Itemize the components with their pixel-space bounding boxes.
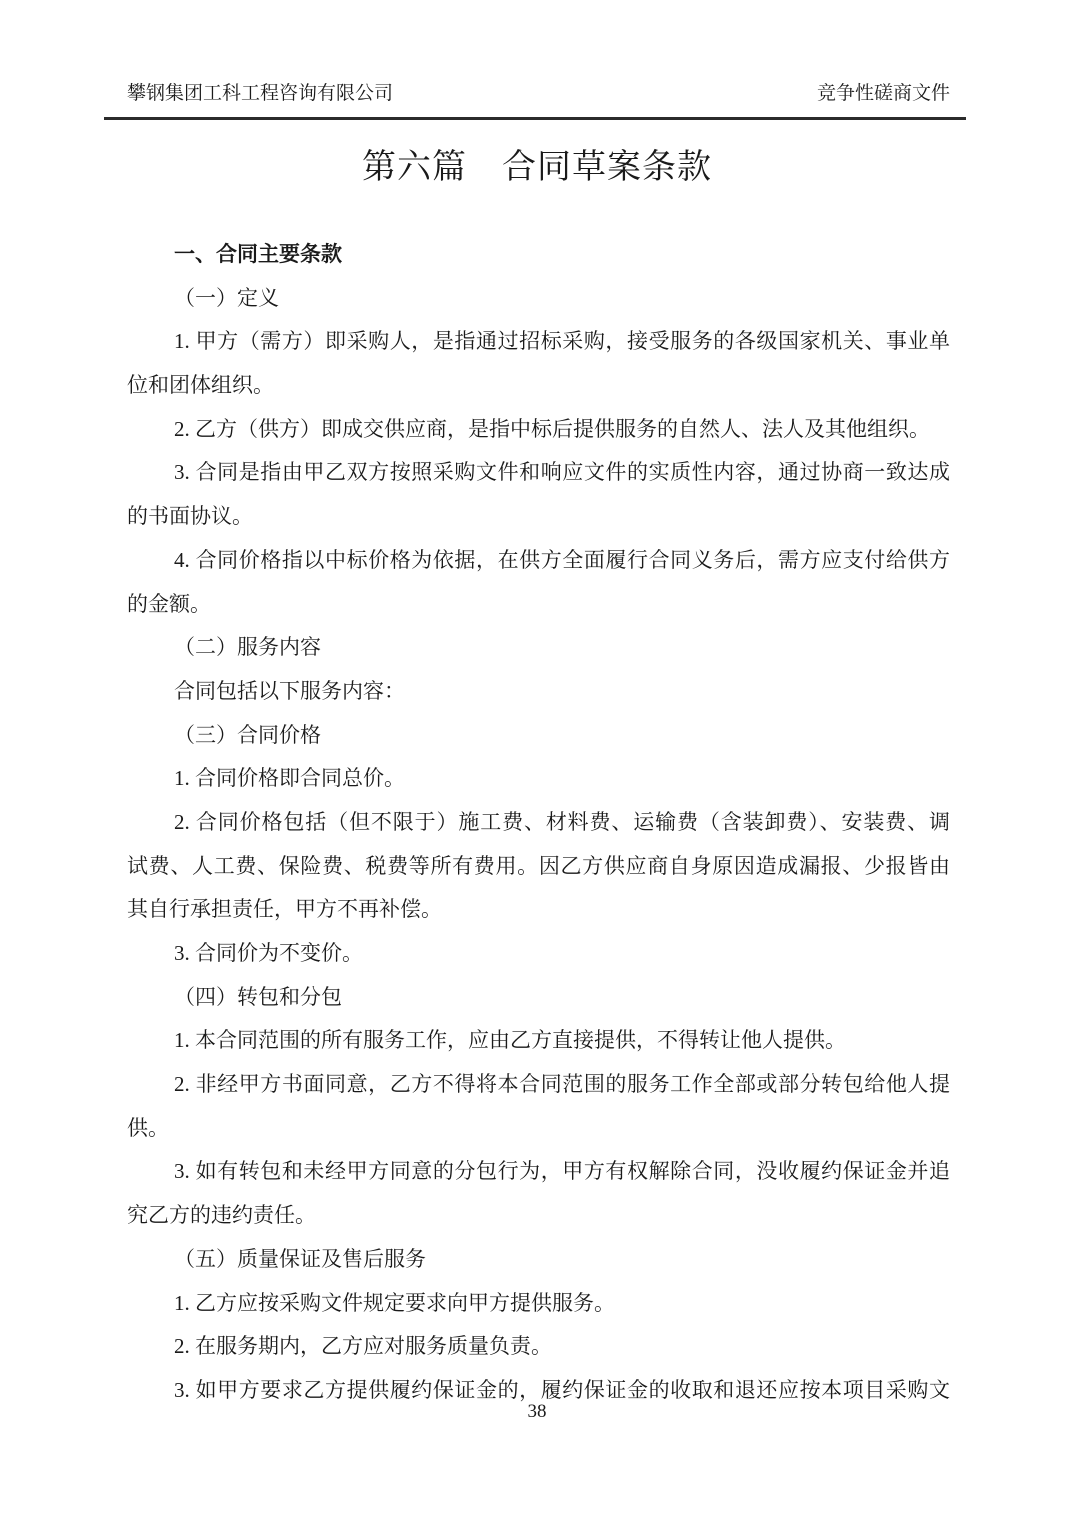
page-title: 第六篇 合同草案条款	[362, 149, 712, 186]
text-line: 4. 合同价格指以中标价格为依据，在供方全面履行合同义务后，需方应支付给供方	[174, 547, 950, 572]
text-line: （四）转包和分包	[174, 984, 342, 1009]
text-line: 1. 甲方（需方）即采购人，是指通过招标采购，接受服务的各级国家机关、事业单	[174, 329, 950, 354]
paragraph	[127, 626, 950, 670]
paragraph	[127, 451, 950, 538]
text-line: 3. 如有转包和未经甲方同意的分包行为，甲方有权解除合同，没收履约保证金并追	[174, 1159, 950, 1184]
page-number: 38	[527, 1401, 547, 1422]
header-company-name: 攀钢集团工科工程咨询有限公司	[127, 83, 394, 104]
paragraph	[127, 757, 950, 801]
paragraph	[127, 1019, 950, 1063]
paragraph	[127, 1282, 950, 1326]
text-line: 供。	[127, 1115, 169, 1140]
text-line: 位和团体组织。	[127, 373, 274, 398]
paragraph	[127, 1238, 950, 1282]
text-line: （一）定义	[174, 285, 279, 310]
text-line: 3. 如甲方要求乙方提供履约保证金的，履约保证金的收取和退还应按本项目采购文	[174, 1377, 950, 1402]
page-footer	[0, 1400, 1074, 1424]
header-doc-type: 竞争性磋商文件	[816, 83, 950, 104]
paragraph	[127, 277, 950, 321]
paragraph	[127, 1063, 950, 1150]
paragraph	[127, 539, 950, 626]
text-line: 一、合同主要条款	[174, 242, 342, 266]
paragraph	[127, 670, 950, 714]
text-line: 2. 非经甲方书面同意，乙方不得将本合同范围的服务工作全部或部分转包给他人提	[174, 1072, 950, 1097]
paragraph	[127, 1325, 950, 1369]
text-line: 的书面协议。	[127, 504, 253, 529]
text-line: （二）服务内容	[174, 635, 321, 660]
document-body	[127, 233, 950, 1413]
paragraph	[127, 1150, 950, 1237]
text-line: 3. 合同价为不变价。	[174, 941, 363, 965]
text-line: （五）质量保证及售后服务	[174, 1246, 426, 1271]
text-line: 2. 在服务期内，乙方应对服务质量负责。	[174, 1334, 552, 1359]
text-line: 2. 合同价格包括（但不限于）施工费、材料费、运输费（含装卸费）、安装费、调	[174, 809, 950, 834]
paragraph	[127, 408, 950, 452]
text-line: 1. 乙方应按采购文件规定要求向甲方提供服务。	[174, 1290, 615, 1315]
text-line: 究乙方的违约责任。	[127, 1203, 316, 1228]
text-line: 3. 合同是指由甲乙双方按照采购文件和响应文件的实质性内容，通过协商一致达成	[174, 460, 950, 485]
text-line: 合同包括以下服务内容：	[174, 678, 405, 703]
text-line: 的金额。	[127, 591, 211, 616]
text-line: 其自行承担责任，甲方不再补偿。	[127, 897, 442, 922]
paragraph	[127, 233, 950, 277]
paragraph	[127, 932, 950, 976]
text-line: 1. 本合同范围的所有服务工作，应由乙方直接提供，不得转让他人提供。	[174, 1028, 846, 1053]
paragraph	[127, 714, 950, 758]
text-line: 2. 乙方（供方）即成交供应商，是指中标后提供服务的自然人、法人及其他组织。	[174, 416, 930, 441]
paragraph	[127, 320, 950, 407]
page-header	[127, 82, 950, 106]
text-line: （三）合同价格	[174, 722, 321, 747]
header-divider	[104, 117, 966, 120]
paragraph	[127, 801, 950, 932]
text-line: 1. 合同价格即合同总价。	[174, 766, 405, 791]
paragraph	[127, 976, 950, 1020]
text-line: 试费、人工费、保险费、税费等所有费用。因乙方供应商自身原因造成漏报、少报皆由	[127, 853, 950, 878]
